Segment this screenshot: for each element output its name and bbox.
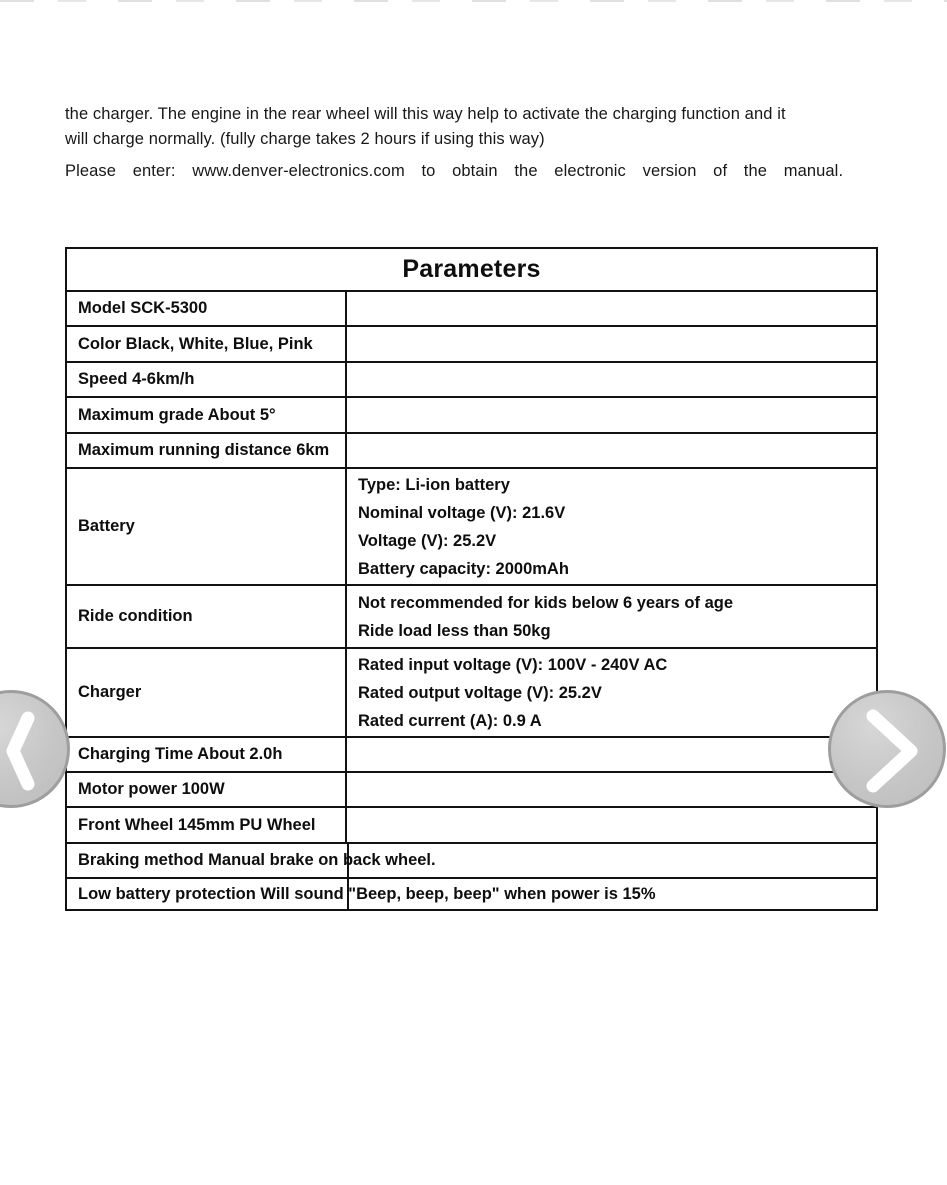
table-row-charging-time bbox=[67, 736, 876, 771]
cell-color: Color Black, White, Blue, Pink bbox=[78, 334, 313, 353]
table-row-color bbox=[67, 325, 876, 361]
table-title: Parameters bbox=[402, 255, 541, 283]
cell-model-value bbox=[347, 292, 876, 325]
charger-current: Rated current (A): 0.9 A bbox=[358, 711, 542, 730]
parameters-table bbox=[65, 247, 878, 911]
cell-battery: Battery bbox=[78, 517, 135, 535]
charger-output-voltage: Rated output voltage (V): 25.2V bbox=[358, 683, 602, 702]
cell-motor-power: Motor power 100W bbox=[78, 780, 225, 798]
cell-max-grade: Maximum grade About 5° bbox=[78, 405, 276, 424]
table-row-motor-power bbox=[67, 771, 876, 806]
table-row-max-grade bbox=[67, 396, 876, 432]
paragraph-charging-note: the charger. The engine in the rear wheel will this way help to activate the charging function and it will charge normally. (fully charge takes 2 hours if using this way) bbox=[65, 105, 786, 148]
cell-low-battery-protection: Low battery protection Will sound "Beep, beep, beep" when power is 15% bbox=[78, 884, 656, 903]
table-title-row bbox=[67, 249, 876, 290]
table-row-speed bbox=[67, 361, 876, 396]
table-row-braking-method bbox=[67, 842, 876, 877]
table-row-charger bbox=[67, 647, 876, 736]
prev-page-button[interactable] bbox=[0, 690, 70, 808]
next-page-button[interactable] bbox=[828, 690, 946, 808]
ride-condition-load: Ride load less than 50kg bbox=[358, 621, 551, 640]
cell-model: Model SCK-5300 bbox=[78, 299, 208, 317]
cell-charging-time-value bbox=[347, 738, 876, 771]
cell-front-wheel-value bbox=[347, 808, 876, 842]
cell-charger: Charger bbox=[78, 683, 142, 701]
cell-max-grade-value bbox=[347, 398, 876, 432]
cell-speed-value bbox=[347, 363, 876, 396]
table-row-battery bbox=[67, 467, 876, 584]
battery-nominal-voltage: Nominal voltage (V): 21.6V bbox=[358, 503, 566, 522]
ride-condition-age: Not recommended for kids below 6 years of age bbox=[358, 593, 734, 612]
table-row-ride-condition bbox=[67, 584, 876, 647]
cell-charger-value bbox=[347, 649, 876, 736]
cell-color-value bbox=[347, 327, 876, 361]
cell-speed: Speed 4-6km/h bbox=[78, 370, 195, 388]
cell-ride-condition: Ride condition bbox=[78, 607, 193, 625]
battery-type: Type: Li-ion battery bbox=[358, 475, 510, 494]
battery-capacity: Battery capacity: 2000mAh bbox=[358, 559, 569, 578]
charger-input-voltage: Rated input voltage (V): 100V - 240V AC bbox=[358, 655, 668, 674]
cell-front-wheel: Front Wheel 145mm PU Wheel bbox=[78, 815, 316, 834]
cell-charging-time: Charging Time About 2.0h bbox=[78, 745, 283, 763]
table-row-max-distance bbox=[67, 432, 876, 467]
cell-max-distance: Maximum running distance 6km bbox=[78, 441, 330, 459]
cell-max-distance-value bbox=[347, 434, 876, 467]
table-row-front-wheel bbox=[67, 806, 876, 842]
cell-battery-value bbox=[347, 469, 876, 584]
table-row-model bbox=[67, 290, 876, 325]
battery-voltage: Voltage (V): 25.2V bbox=[358, 531, 497, 550]
table-row-low-battery bbox=[67, 877, 876, 909]
cell-ride-condition-value bbox=[347, 586, 876, 647]
paragraph-website-note: Please enter: www.denver-electronics.com to obtain the electronic version of the manual. bbox=[65, 162, 844, 180]
cell-motor-power-value bbox=[347, 773, 876, 806]
cell-braking-method: Braking method Manual brake on back wheel. bbox=[78, 851, 436, 869]
cropped-toolbar-edge bbox=[0, 0, 947, 2]
